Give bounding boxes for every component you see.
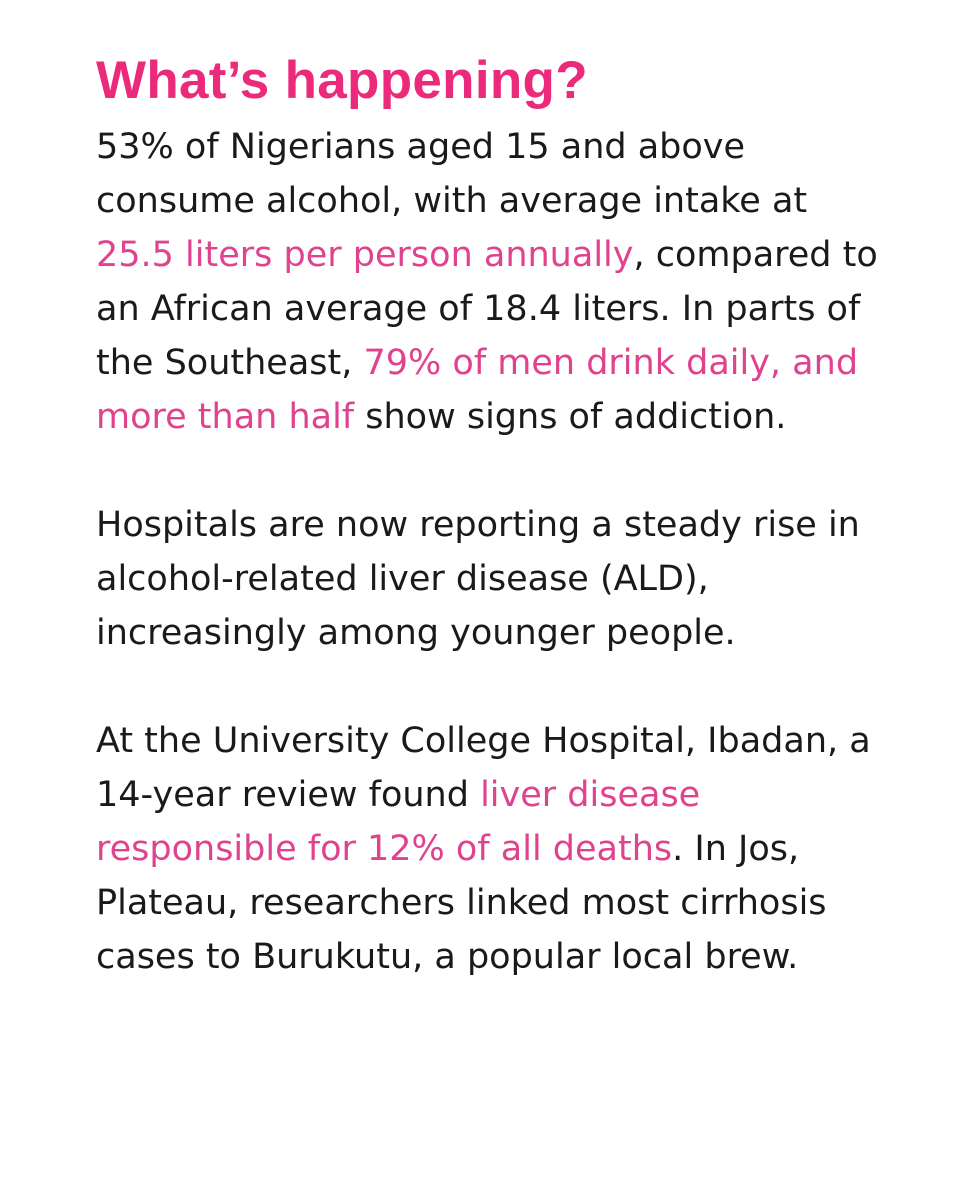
highlight-liver-deaths: liver disease responsible for 12% of all deaths xyxy=(96,775,701,869)
paragraph-alcohol-consumption xyxy=(96,120,896,444)
page-title: What’s happening? xyxy=(96,51,588,110)
paragraph-text: show signs of addiction. xyxy=(354,397,787,437)
paragraph-text: , compared to an African average of 18.4 liters. In parts of the Southeast, xyxy=(96,235,878,383)
paragraph-hospital-findings xyxy=(96,714,896,984)
highlight-daily-drinking: 79% of men drink daily, and more than half xyxy=(96,343,859,437)
highlight-annual-intake: 25.5 liters per person annually xyxy=(96,235,634,275)
paragraph-text: . In Jos, Plateau, researchers linked most cirrhosis cases to Burukutu, a popular local brew. xyxy=(96,829,827,977)
paragraph-text: At the University College Hospital, Ibadan, a 14-year review found xyxy=(96,721,871,815)
paragraph-text: Hospitals are now reporting a steady rise in alcohol-related liver disease (ALD), increasingly among younger people. xyxy=(96,505,860,653)
paragraph-text: 53% of Nigerians aged 15 and above consume alcohol, with average intake at xyxy=(96,127,808,221)
paragraph-liver-disease-rise xyxy=(96,498,896,660)
